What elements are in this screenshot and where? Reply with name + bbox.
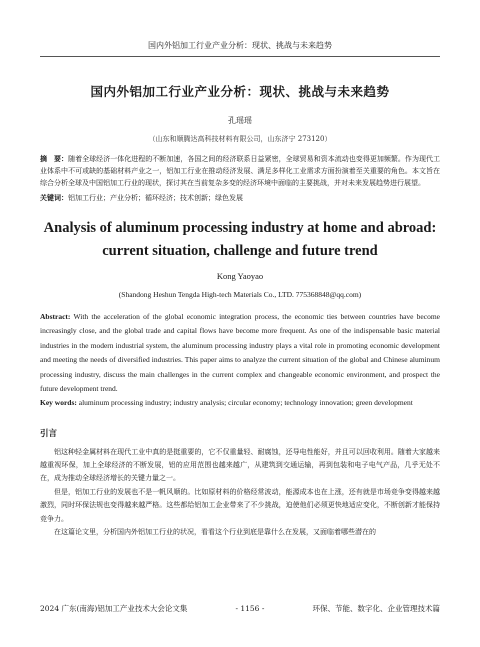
chinese-abstract-text: 随着全球经济一体化进程的不断加速，各国之间的经济联系日益紧密，全球贸易和资本流动也变得更加频繁。作为现代工业体系中不可或缺的基础材料产业之一，铝加工行业在推动经济发展、满足多样化工业需求方面扮演着至关重要的角色。本文旨在综合分析全球及中国铝加工行业的现状，探讨其在当前复杂多变的经济环境中面临的主要挑战，并对未来发展趋势进行展望。 bbox=[40, 155, 441, 188]
english-abstract-label: Abstract: bbox=[40, 311, 71, 321]
english-author: Kong Yaoyao bbox=[216, 270, 264, 281]
footer-proceedings: 2024 广东(南海)铝加工产业技术大会论文集 bbox=[40, 604, 188, 613]
english-keywords-text: aluminum processing industry; industry analysis; circular economy; technology innovation; green development bbox=[78, 397, 413, 407]
chinese-keywords-text: 铝加工行业；产业分析；循环经济；技术创新；绿色发展 bbox=[68, 193, 243, 202]
chinese-abstract bbox=[40, 153, 440, 190]
english-title: Analysis of aluminum processing industry at home and abroad: current situation, challenge and future trend bbox=[43, 219, 437, 259]
english-abstract-text: With the acceleration of the global economic integration process, the economic ties between countries have become increasingly close, and the global trade and capital flows have become more frequent. As one of the indispensable basic material industries in the modern industrial system, the aluminum processing industry plays a vital role in promoting economic development and meeting the needs of diversified industries. This paper aims to analyze the current situation of the global and Chinese aluminum processing industry, discuss the main challenges in the current complex and changeable economic environment, and prospect the future development trend. bbox=[40, 311, 440, 394]
chinese-keywords-label: 关键词： bbox=[40, 192, 68, 202]
english-affiliation: (Shandong Heshun Tengda High-tech Materials Co., LTD. 775368848@qq.com) bbox=[118, 289, 362, 299]
chinese-abstract-label: 摘 要： bbox=[40, 154, 69, 163]
footer-page-number: - 1156 - bbox=[235, 604, 265, 613]
page-footer bbox=[40, 603, 440, 614]
chinese-author: 孔瑶瑶 bbox=[228, 116, 252, 125]
english-keywords-label: Key words: bbox=[40, 397, 77, 407]
running-header: 国内外铝加工行业产业分析：现状、挑战与未来趋势 bbox=[40, 0, 440, 57]
footer-section: 环保、节能、数字化、企业管理技术篇 bbox=[312, 604, 440, 613]
chinese-keywords bbox=[40, 192, 440, 204]
intro-paragraph-3: 在这篇论文里，分析国内外铝加工行业的状况，看看这个行业到底是靠什么在发展，又面临着哪些潜在的 bbox=[54, 528, 376, 537]
intro-paragraph-1: 铝这种轻金属材料在现代工业中真的是挺重要的，它不仅重量轻、耐腐蚀，还导电性能好，并且可以回收利用。随着大家越来越重视环保，加上全球经济的不断发展，铝的应用范围也越来越广，从建筑到交通运输，再到包装和电子电气产品，几乎无处不在，成为推动全球经济增长的关键力量之一。 bbox=[40, 447, 440, 483]
chinese-title: 国内外铝加工行业产业分析：现状、挑战与未来趋势 bbox=[90, 84, 390, 99]
english-keywords bbox=[40, 397, 440, 409]
english-abstract bbox=[40, 310, 440, 397]
intro-heading: 引言 bbox=[40, 428, 58, 439]
chinese-affiliation: （山东和顺腾达高科技材料有限公司，山东济宁 273120） bbox=[148, 135, 332, 143]
intro-paragraph-2: 但是，铝加工行业的发展也不是一帆风顺的。比如原材料的价格经常波动，能源成本也在上涨，还有就是市场竞争变得越来越激烈，同时环保法规也变得越来越严格。这些都给铝加工企业带来了不少挑战，迫使他们必须更快地适应变化，不断创新才能保持竞争力。 bbox=[40, 487, 440, 523]
